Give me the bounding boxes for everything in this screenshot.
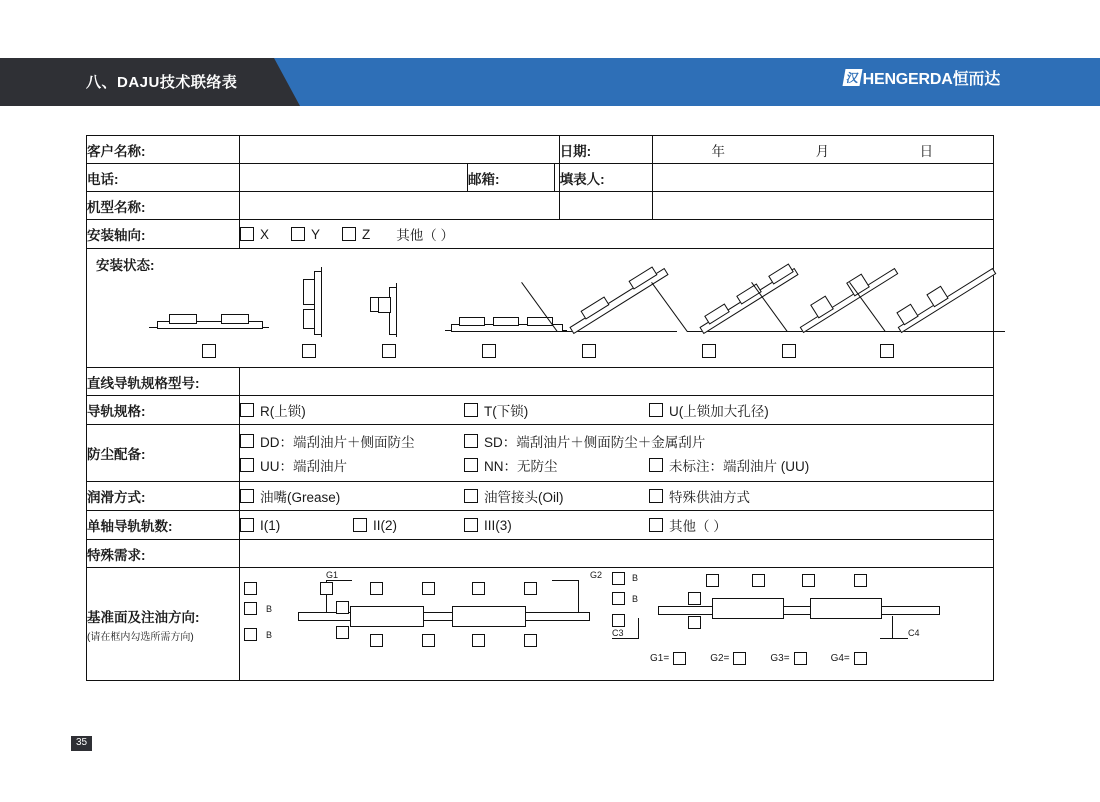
email-label: 邮箱: [468,164,555,192]
axis-option-x[interactable] [240,227,269,242]
dust-option-nn[interactable] [464,455,649,475]
datum-direction-label [87,568,240,681]
checkbox-icon[interactable] [854,574,867,587]
rails-count-options [240,511,994,540]
datum-checkbox-t5[interactable] [524,582,537,597]
checkbox-icon[interactable] [370,634,383,647]
table-row [87,249,994,368]
datum-g1-label: G1= [650,653,670,664]
checkbox-icon[interactable] [524,582,537,595]
checkbox-icon[interactable] [382,344,396,358]
table-row [87,425,994,482]
table-row [87,511,994,540]
rails-option-3[interactable] [464,518,649,533]
datum-checkbox-b4[interactable] [524,634,537,649]
filler-label: 填表人: [559,164,652,192]
date-day-label: 日 [919,143,935,159]
datum-r-checkbox-t3[interactable] [802,574,815,589]
install-state-checkbox-6[interactable] [702,344,716,359]
technical-contact-form [86,135,994,681]
rail-spec-options [240,396,994,425]
checkbox-icon[interactable] [649,518,663,532]
customer-name-label: 客户名称: [87,136,240,164]
datum-checkbox-t3[interactable] [422,582,435,597]
datum-r-checkbox-m1[interactable] [688,592,701,607]
dust-option-unmarked[interactable] [649,455,809,475]
axis-options [240,220,994,249]
page-title: 八、DAJU技术联络表 [86,74,238,91]
filler-input[interactable] [652,164,993,192]
datum-g2-label: G2= [710,653,730,664]
axis-option-x-label: X [260,226,270,242]
checkbox-icon[interactable] [854,652,867,665]
install-figure-2 [292,267,332,337]
axis-option-y[interactable] [291,227,320,242]
datum-direction-sublabel: (请在框内勾选所需方向) [87,631,194,643]
table-row [87,540,994,568]
lubrication-label: 润滑方式: [87,482,240,511]
axis-option-other-label[interactable]: 其他（ ） [396,228,455,243]
checkbox-icon[interactable] [612,614,625,627]
datum-checkbox-b3[interactable] [472,634,485,649]
datum-r-checkbox-m2[interactable] [688,616,701,631]
datum-diagram [240,568,993,680]
rail-model-label: 直线导轨规格型号: [87,368,240,396]
checkbox-icon[interactable] [240,403,254,417]
lube-option-special[interactable] [649,486,750,506]
checkbox-icon[interactable] [336,626,349,639]
checkbox-icon[interactable] [524,634,537,647]
rail-spec-option-t[interactable] [464,400,649,420]
rails-option-2-label: II(2) [373,517,398,533]
checkbox-icon[interactable] [244,582,257,595]
checkbox-icon[interactable] [472,634,485,647]
date-label: 日期: [559,136,652,164]
datum-left-checkbox-mid[interactable] [244,602,257,617]
install-state-cell [87,249,994,368]
install-state-checkbox-5[interactable] [582,344,596,359]
customer-name-input[interactable] [240,136,560,164]
install-figure-8 [885,269,1005,335]
checkbox-icon[interactable] [353,518,367,532]
checkbox-icon[interactable] [582,344,596,358]
axis-option-z[interactable] [342,227,370,242]
special-request-label: 特殊需求: [87,540,240,568]
datum-r-tag-b1: B [632,573,639,583]
lube-option-oil[interactable] [464,486,649,506]
checkbox-icon[interactable] [649,489,663,503]
checkbox-icon[interactable] [752,574,765,587]
dust-option-sd-label: SD：端刮油片＋侧面防尘＋金属刮片 [484,435,706,450]
checkbox-icon[interactable] [422,582,435,595]
datum-g1-selector[interactable] [650,652,686,665]
dust-option-dd-label: DD：端刮油片＋侧面防尘 [260,435,415,450]
checkbox-icon[interactable] [240,489,254,503]
datum-checkbox-m2[interactable] [336,626,349,641]
checkbox-icon[interactable] [464,489,478,503]
datum-mark-c4: C4 [908,628,920,638]
rails-option-other-label: 其他（ ） [669,519,727,534]
datum-mark-g2: G2 [590,570,603,580]
checkbox-icon[interactable] [464,458,478,472]
checkbox-icon[interactable] [649,458,663,472]
datum-g4-selector[interactable] [831,652,867,665]
table-row [87,164,994,192]
table-row [87,368,994,396]
axis-option-y-label: Y [311,226,321,242]
checkbox-icon[interactable] [244,602,257,615]
install-figure-5 [557,269,677,335]
lube-option-grease-label: 油嘴(Grease) [260,490,341,505]
rail-spec-label: 导轨规格: [87,396,240,425]
install-figure-3 [370,283,404,337]
model-name-input[interactable] [240,192,560,220]
dust-option-uu-label: UU：端刮油片 [260,459,347,474]
checkbox-icon[interactable] [464,403,478,417]
checkbox-icon[interactable] [291,227,305,241]
brand-logo [844,66,1000,89]
datum-r-checkbox-s3[interactable] [612,614,625,629]
phone-label: 电话: [87,164,240,192]
datum-checkbox-m1[interactable] [336,601,349,616]
datum-left-checkbox-top[interactable] [244,582,257,597]
datum-mark-c3: C3 [612,628,624,638]
checkbox-icon[interactable] [673,652,686,665]
dust-option-sd[interactable] [464,431,705,451]
table-row [87,220,994,249]
brand-mark-icon: 汉 [842,69,862,86]
date-month-label: 月 [815,143,831,159]
datum-left-checkbox-bottom[interactable] [244,628,257,643]
install-state-diagrams [87,249,993,367]
model-name-label: 机型名称: [87,192,240,220]
dust-option-uu[interactable] [240,455,464,475]
datum-r-checkbox-s1[interactable] [612,572,625,587]
checkbox-icon[interactable] [342,227,356,241]
install-state-checkbox-row [87,344,993,360]
checkbox-icon[interactable] [688,616,701,629]
datum-g2-selector[interactable] [710,652,746,665]
table-row [87,396,994,425]
install-state-checkbox-7[interactable] [782,344,796,359]
datum-checkbox-b2[interactable] [422,634,435,649]
datum-g3-selector[interactable] [770,652,806,665]
checkbox-icon[interactable] [706,574,719,587]
checkbox-icon[interactable] [464,434,478,448]
rail-spec-option-r[interactable] [240,400,464,420]
lube-option-grease[interactable] [240,486,464,506]
install-state-checkbox-3[interactable] [382,344,396,359]
datum-direction-title: 基准面及注油方向: [87,609,200,625]
datum-checkbox-t1[interactable] [320,582,333,597]
dust-options [240,425,994,482]
checkbox-icon[interactable] [688,592,701,605]
checkbox-icon[interactable] [482,344,496,358]
datum-left-tag-b1: B [266,604,273,614]
table-row [87,136,994,164]
rail-spec-option-u[interactable] [649,400,769,420]
date-input[interactable] [652,136,993,164]
special-request-input[interactable] [240,540,994,568]
rail-spec-option-t-label: T(下锁) [484,404,529,419]
checkbox-icon[interactable] [612,592,625,605]
lube-option-special-label: 特殊供油方式 [669,490,750,505]
datum-g-selectors [650,652,867,665]
phone-input[interactable] [240,164,468,192]
checkbox-icon[interactable] [880,344,894,358]
datum-r-checkbox-s2[interactable] [612,592,625,607]
datum-r-checkbox-t4[interactable] [854,574,867,589]
rail-model-input[interactable] [240,368,994,396]
install-figure-1 [149,305,269,335]
rails-option-2[interactable] [353,518,464,533]
checkbox-icon[interactable] [649,403,663,417]
checkbox-icon[interactable] [202,344,216,358]
rails-option-1[interactable] [240,518,353,533]
brand-name: HENGERDA恒而达 [862,71,1000,88]
checkbox-icon[interactable] [240,518,254,532]
checkbox-icon[interactable] [794,652,807,665]
install-state-checkbox-2[interactable] [302,344,316,359]
datum-r-checkbox-t1[interactable] [706,574,719,589]
model-blank-cell-1 [559,192,652,220]
datum-g3-label: G3= [770,653,790,664]
checkbox-icon[interactable] [464,518,478,532]
datum-diagram-cell [240,568,994,681]
checkbox-icon[interactable] [612,572,625,585]
dust-option-unmarked-label: 未标注：端刮油片 (UU) [669,459,810,474]
datum-checkbox-b1[interactable] [370,634,383,649]
checkbox-icon[interactable] [320,582,333,595]
checkbox-icon[interactable] [336,601,349,614]
axis-option-z-label: Z [362,226,371,242]
axis-label: 安装轴向: [87,220,240,249]
rails-option-other[interactable] [649,515,727,535]
dust-option-nn-label: NN：无防尘 [484,459,558,474]
install-state-label: 安装状态: [96,258,155,273]
install-state-figure-row [87,267,993,339]
datum-checkbox-t2[interactable] [370,582,383,597]
datum-checkbox-t4[interactable] [472,582,485,597]
checkbox-icon[interactable] [802,574,815,587]
rails-count-label: 单轴导轨轨数: [87,511,240,540]
table-row [87,568,994,681]
checkbox-icon[interactable] [702,344,716,358]
install-state-checkbox-4[interactable] [482,344,496,359]
checkbox-icon[interactable] [302,344,316,358]
checkbox-icon[interactable] [240,227,254,241]
datum-r-tag-b2: B [632,594,639,604]
checkbox-icon[interactable] [422,634,435,647]
page-number: 35 [71,736,92,751]
datum-g4-label: G4= [830,653,850,664]
install-state-checkbox-8[interactable] [880,344,894,359]
lubrication-options [240,482,994,511]
date-year-label: 年 [711,143,726,159]
datum-r-checkbox-t2[interactable] [752,574,765,589]
checkbox-icon[interactable] [472,582,485,595]
checkbox-icon[interactable] [733,652,746,665]
checkbox-icon[interactable] [240,434,254,448]
rail-spec-option-u-label: U(上锁加大孔径) [669,404,769,419]
checkbox-icon[interactable] [370,582,383,595]
install-state-checkbox-1[interactable] [202,344,216,359]
rails-option-1-label: I(1) [260,517,281,533]
checkbox-icon[interactable] [244,628,257,641]
rail-spec-option-r-label: R(上锁) [260,404,306,419]
datum-mark-g1: G1 [326,570,339,580]
dust-option-dd[interactable] [240,431,464,451]
table-row [87,482,994,511]
checkbox-icon[interactable] [782,344,796,358]
rails-option-3-label: III(3) [484,517,512,533]
table-row [87,192,994,220]
dust-label: 防尘配备: [87,425,240,482]
lube-option-oil-label: 油管接头(Oil) [484,490,564,505]
datum-left-tag-b2: B [266,630,273,640]
checkbox-icon[interactable] [240,458,254,472]
model-blank-cell-2 [652,192,993,220]
